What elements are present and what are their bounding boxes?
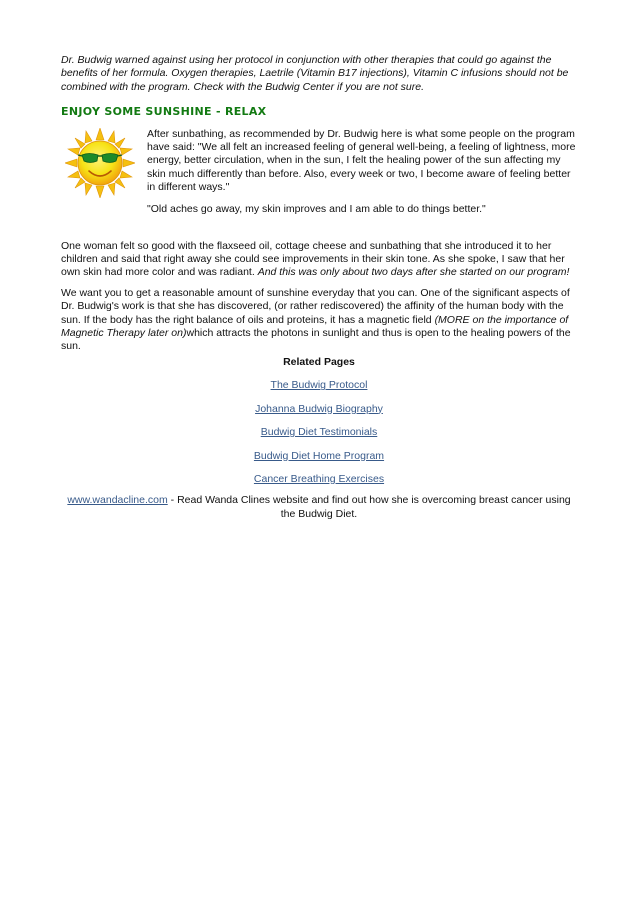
related-link-budwig-diet-home-program[interactable]: Budwig Diet Home Program: [253, 449, 385, 462]
section-heading: ENJOY SOME SUNSHINE - RELAX: [61, 105, 267, 119]
sunbathing-quote: "Old aches go away, my skin improves and I am able to do things better.": [147, 202, 486, 215]
woman-paragraph-emphasis: And this was only about two days after she started on our program!: [257, 266, 570, 279]
sunbathing-paragraph: After sunbathing, as recommended by Dr. Budwig here is what some people on the program have said: "We all felt an increased feeling of general well-being, a feeling of lightness, more energy, better circulation, when in the sun, I felt the healing power of the sun affecting my skin much differently than before. Also, every week or two, I become aware of feeling better in different ways.": [147, 127, 576, 194]
footer-text: - Read Wanda Clines website and find out how she is overcoming breast cancer using the Budwig Diet.: [167, 494, 571, 520]
footer-note: [61, 494, 577, 521]
document-page: [61, 54, 577, 521]
intro-paragraph: Dr. Budwig warned against using her protocol in conjunction with other therapies that could go against the benefits of her formula. Oxygen therapies, Laetrile (Vitamin B17 injections), Vitamin C infusions should not be combined with the program. Check with the Budwig Center if you are not sure.: [61, 54, 569, 93]
related-link-johanna-budwig-biography[interactable]: Johanna Budwig Biography: [255, 402, 383, 415]
related-link-budwig-protocol[interactable]: The Budwig Protocol: [270, 379, 368, 392]
sunshine-paragraph-emphasis: (MORE on the importance of Magnetic Therapy later on): [61, 313, 569, 340]
woman-paragraph-text: One woman felt so good with the flaxseed oil, cottage cheese and sunbathing that she introduced it to her children and said that right away she could see improvements in their skin tone. As she spoke, I saw that her own skin had more color and was radiant.: [61, 239, 565, 279]
related-link-cancer-breathing-exercises[interactable]: Cancer Breathing Exercises: [253, 472, 385, 485]
related-link-budwig-diet-testimonials[interactable]: Budwig Diet Testimonials: [260, 426, 378, 439]
related-pages: [61, 356, 577, 486]
woman-paragraph: [61, 240, 577, 280]
sunshine-paragraph-start: We want you to get a reasonable amount of sunshine everyday that you can. One of the significant aspects of Dr. Budwig's work is that she has discovered, (or rather rediscovered) the affinity of the human body with the sun. If the body has the right balance of oils and proteins, it has a magnetic field: [61, 286, 570, 326]
related-pages-title: Related Pages: [283, 355, 355, 368]
sun-with-sunglasses-icon: [65, 128, 135, 198]
wandacline-link[interactable]: www.wandacline.com: [67, 494, 168, 507]
sunshine-paragraph-end: which attracts the photons in sunlight and thus is open to the healing powers of the sun.: [61, 327, 571, 353]
sun-block: [61, 128, 577, 240]
sunshine-paragraph: [61, 287, 577, 354]
